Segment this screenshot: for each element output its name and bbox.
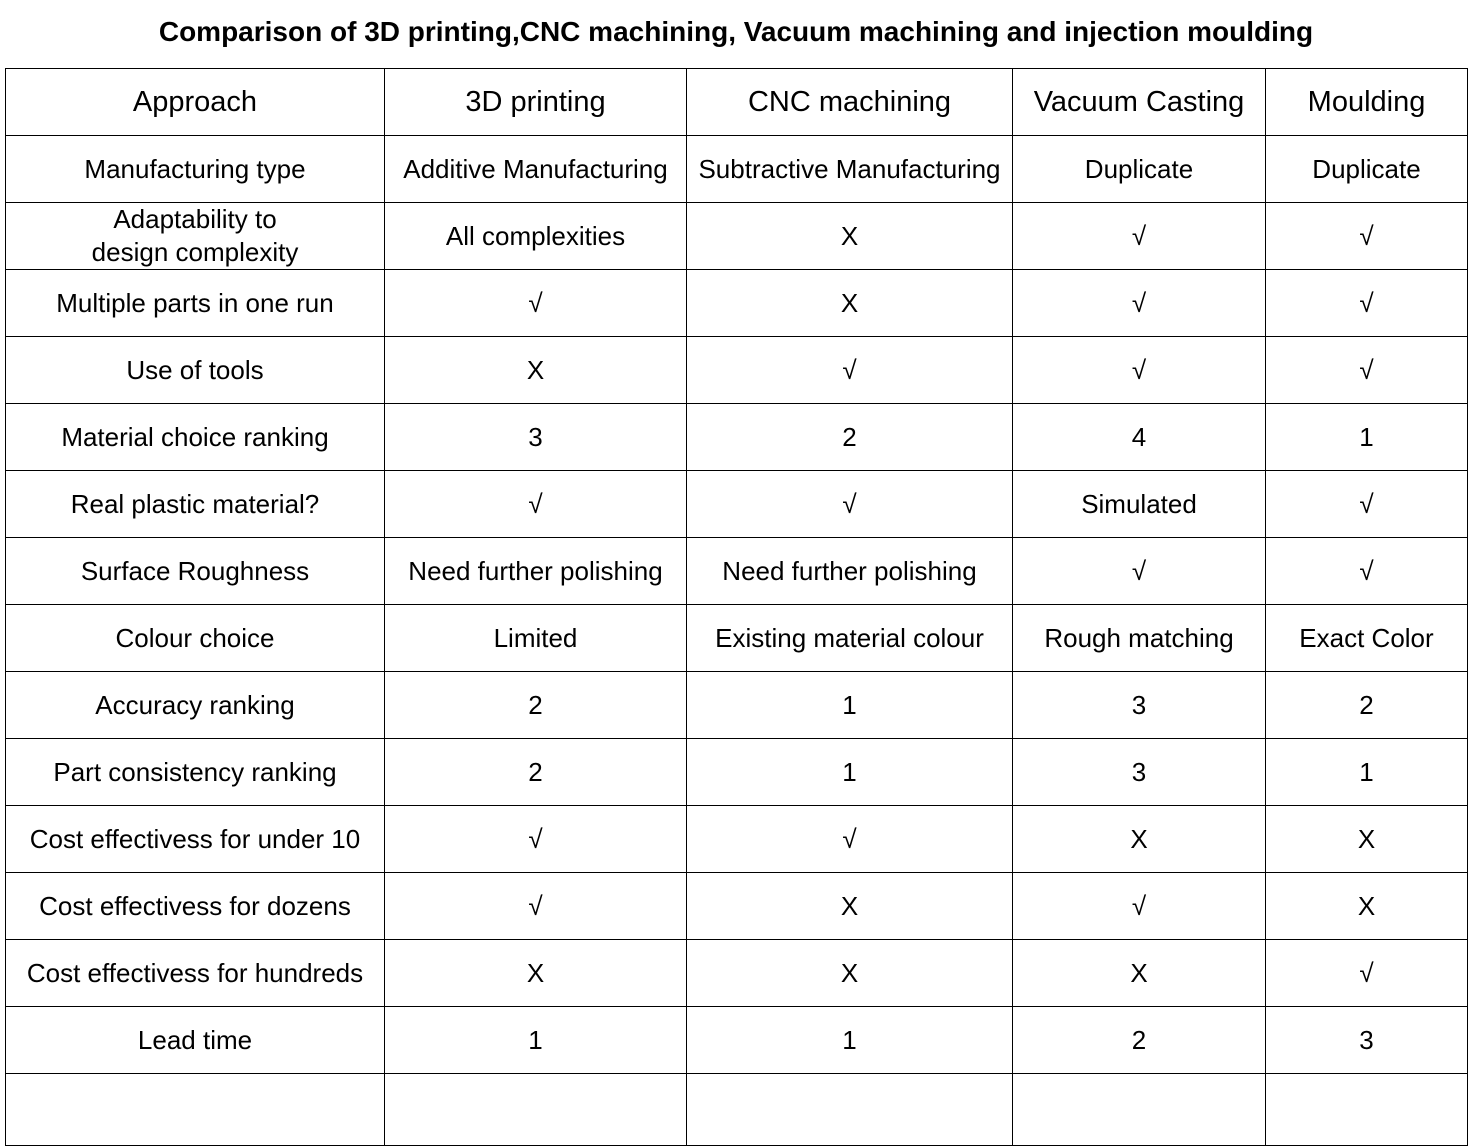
cell-cnc-machining: Need further polishing [687,538,1013,605]
cell-cnc-machining: X [687,270,1013,337]
cell-cnc-machining: √ [687,337,1013,404]
column-header-3d-printing: 3D printing [385,69,687,136]
cell-moulding: 2 [1266,672,1468,739]
cell-vacuum-casting: √ [1013,538,1266,605]
cell-3d-printing: √ [385,873,687,940]
table-row [6,538,1468,605]
cell-3d-printing: 3 [385,404,687,471]
cell-moulding: √ [1266,940,1468,1007]
cell-3d-printing: √ [385,270,687,337]
table-row [6,806,1468,873]
cell-moulding: √ [1266,203,1468,270]
table-row [6,605,1468,672]
cell-3d-printing: X [385,337,687,404]
cell-moulding [1266,1074,1468,1146]
cell-3d-printing: 2 [385,739,687,806]
comparison-table [5,68,1468,1146]
table-body [6,69,1468,1146]
table-row [6,471,1468,538]
cell-vacuum-casting: Simulated [1013,471,1266,538]
cell-moulding: 1 [1266,404,1468,471]
cell-moulding: Exact Color [1266,605,1468,672]
table-row [6,672,1468,739]
table-row [6,873,1468,940]
cell-vacuum-casting: X [1013,806,1266,873]
cell-vacuum-casting: √ [1013,873,1266,940]
column-header-cnc-machining: CNC machining [687,69,1013,136]
table-row [6,739,1468,806]
table-row [6,337,1468,404]
cell-vacuum-casting: Duplicate [1013,136,1266,203]
column-header-moulding: Moulding [1266,69,1468,136]
cell-moulding: √ [1266,471,1468,538]
cell-vacuum-casting: X [1013,940,1266,1007]
row-label-cell: Part consistency ranking [6,739,385,806]
table-row [6,404,1468,471]
table-row [6,1007,1468,1074]
comparison-table-container [5,68,1468,1146]
cell-cnc-machining: X [687,873,1013,940]
cell-3d-printing: Additive Manufacturing [385,136,687,203]
cell-cnc-machining: Subtractive Manufacturing [687,136,1013,203]
cell-vacuum-casting [1013,1074,1266,1146]
cell-3d-printing: 2 [385,672,687,739]
column-header-approach: Approach [6,69,385,136]
row-label-cell [6,203,385,270]
row-label-cell: Real plastic material? [6,471,385,538]
table-row [6,136,1468,203]
cell-vacuum-casting: √ [1013,270,1266,337]
cell-cnc-machining: 2 [687,404,1013,471]
cell-moulding: X [1266,806,1468,873]
cell-vacuum-casting: 3 [1013,672,1266,739]
cell-moulding: 3 [1266,1007,1468,1074]
row-label-line: design complexity [91,237,299,267]
row-label-cell: Colour choice [6,605,385,672]
cell-3d-printing: √ [385,806,687,873]
row-label-cell: Multiple parts in one run [6,270,385,337]
cell-3d-printing: Limited [385,605,687,672]
cell-vacuum-casting: 4 [1013,404,1266,471]
cell-cnc-machining: 1 [687,672,1013,739]
cell-moulding: 1 [1266,739,1468,806]
cell-3d-printing: X [385,940,687,1007]
row-label-line: Adaptability to [113,204,277,234]
row-label-cell: Lead time [6,1007,385,1074]
table-row [6,270,1468,337]
cell-vacuum-casting: Rough matching [1013,605,1266,672]
cell-vacuum-casting: 2 [1013,1007,1266,1074]
row-label-cell: Use of tools [6,337,385,404]
page-title: Comparison of 3D printing,CNC machining, Vacuum machining and injection moulding [158,16,1314,47]
cell-vacuum-casting: √ [1013,203,1266,270]
row-label-cell: Cost effectivess for hundreds [6,940,385,1007]
table-row [6,940,1468,1007]
row-label-cell: Manufacturing type [6,136,385,203]
cell-cnc-machining: √ [687,471,1013,538]
cell-vacuum-casting: 3 [1013,739,1266,806]
table-row [6,1074,1468,1146]
table-row [6,203,1468,270]
cell-cnc-machining: Existing material colour [687,605,1013,672]
cell-cnc-machining: X [687,203,1013,270]
cell-3d-printing: 1 [385,1007,687,1074]
cell-3d-printing: Need further polishing [385,538,687,605]
row-label-cell: Accuracy ranking [6,672,385,739]
cell-3d-printing [385,1074,687,1146]
table-header-row [6,69,1468,136]
row-label-cell: Material choice ranking [6,404,385,471]
row-label-cell: Cost effectivess for under 10 [6,806,385,873]
cell-cnc-machining: 1 [687,1007,1013,1074]
cell-moulding: √ [1266,337,1468,404]
cell-cnc-machining: √ [687,806,1013,873]
cell-cnc-machining [687,1074,1013,1146]
cell-3d-printing: All complexities [385,203,687,270]
row-label-cell: Surface Roughness [6,538,385,605]
cell-vacuum-casting: √ [1013,337,1266,404]
row-label-cell: Cost effectivess for dozens [6,873,385,940]
cell-cnc-machining: X [687,940,1013,1007]
row-label-cell [6,1074,385,1146]
cell-moulding: √ [1266,538,1468,605]
cell-moulding: X [1266,873,1468,940]
column-header-vacuum-casting: Vacuum Casting [1013,69,1266,136]
cell-moulding: √ [1266,270,1468,337]
cell-3d-printing: √ [385,471,687,538]
cell-moulding: Duplicate [1266,136,1468,203]
cell-cnc-machining: 1 [687,739,1013,806]
